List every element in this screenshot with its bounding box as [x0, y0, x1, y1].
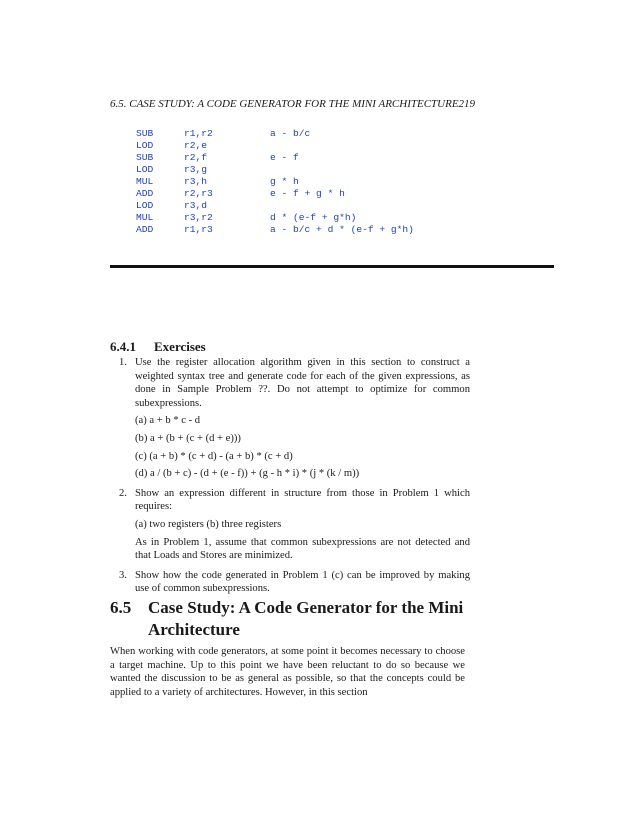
exercise-item: [110, 487, 470, 563]
exercise-list: [110, 356, 470, 602]
code-args: r2,f: [184, 152, 208, 163]
code-comment: e - f + g * h: [270, 188, 345, 199]
section-number: 6.5: [110, 598, 132, 617]
section-heading: [110, 597, 490, 641]
horizontal-rule: [110, 265, 554, 268]
code-comment: e - f: [270, 152, 299, 163]
code-args: r1,r2: [184, 128, 213, 139]
code-op: LOD: [136, 140, 154, 151]
exercise-followup: As in Problem 1, assume that common subexpressions are not detected and that Loads and Stores are minimized.: [135, 536, 470, 562]
exercise-text: Show an expression different in structure from those in Problem 1 which requires:: [135, 487, 470, 513]
code-op: MUL: [136, 212, 154, 223]
exercise-text: Show how the code generated in Problem 1 (c) can be improved by making use of common subexpressions.: [135, 569, 470, 595]
code-op: LOD: [136, 200, 154, 211]
code-op: MUL: [136, 176, 154, 187]
running-head: 6.5. CASE STUDY: A CODE GENERATOR FOR THE MINI ARCHITECTURE219: [110, 98, 476, 110]
section-title: Case Study: A Code Generator for the Mini Architecture: [148, 598, 464, 639]
code-op: ADD: [136, 188, 154, 199]
code-args: r3,g: [184, 164, 208, 175]
exercise-text: Use the register allocation algorithm given in this section to construct a weighted syntax tree and generate code for each of the given expressions, as done in Sample Problem ??. Do not attempt to optimize for common subexpressions.: [135, 357, 470, 409]
code-op: LOD: [136, 164, 154, 175]
body-paragraph: When working with code generators, at some point it becomes necessary to choose a target machine. Up to this point we have been reluctant to do so because we wanted the discussion to be as general as possible, so that the concepts could be applied to a variety of architectures. However, in this section: [110, 646, 465, 698]
exercise-number: 3.: [119, 569, 127, 581]
subsection-number: 6.4.1: [110, 339, 136, 354]
exercise-item: [110, 569, 470, 596]
exercise-part: (b) a + (b + (c + (d + e))): [135, 432, 241, 444]
code-comment: g * h: [270, 176, 299, 187]
exercise-item: [110, 356, 470, 481]
exercise-part: (c) (a + b) * (c + d) - (a + b) * (c + d): [135, 450, 293, 462]
code-args: r2,e: [184, 140, 208, 151]
exercise-number: 1.: [119, 357, 127, 368]
exercise-number: 2.: [119, 487, 127, 499]
exercise-part: (a) two registers (b) three registers: [135, 518, 282, 530]
code-args: r3,d: [184, 200, 208, 211]
subsection-title: Exercises: [154, 339, 206, 354]
exercise-part: (a) a + b * c - d: [135, 415, 201, 427]
code-comment: a - b/c + d * (e-f + g*h): [270, 224, 414, 235]
code-args: r3,r2: [184, 212, 213, 223]
subsection-heading: [110, 339, 206, 355]
code-args: r2,r3: [184, 188, 213, 199]
code-args: r3,h: [184, 176, 208, 187]
code-op: SUB: [136, 128, 154, 139]
code-args: r1,r3: [184, 224, 213, 235]
exercise-part: (d) a / (b + c) - (d + (e - f)) + (g - h * i) * (j * (k / m)): [135, 468, 360, 480]
code-comment: a - b/c: [270, 128, 311, 139]
code-comment: d * (e-f + g*h): [270, 212, 357, 223]
code-op: SUB: [136, 152, 154, 163]
code-op: ADD: [136, 224, 154, 235]
